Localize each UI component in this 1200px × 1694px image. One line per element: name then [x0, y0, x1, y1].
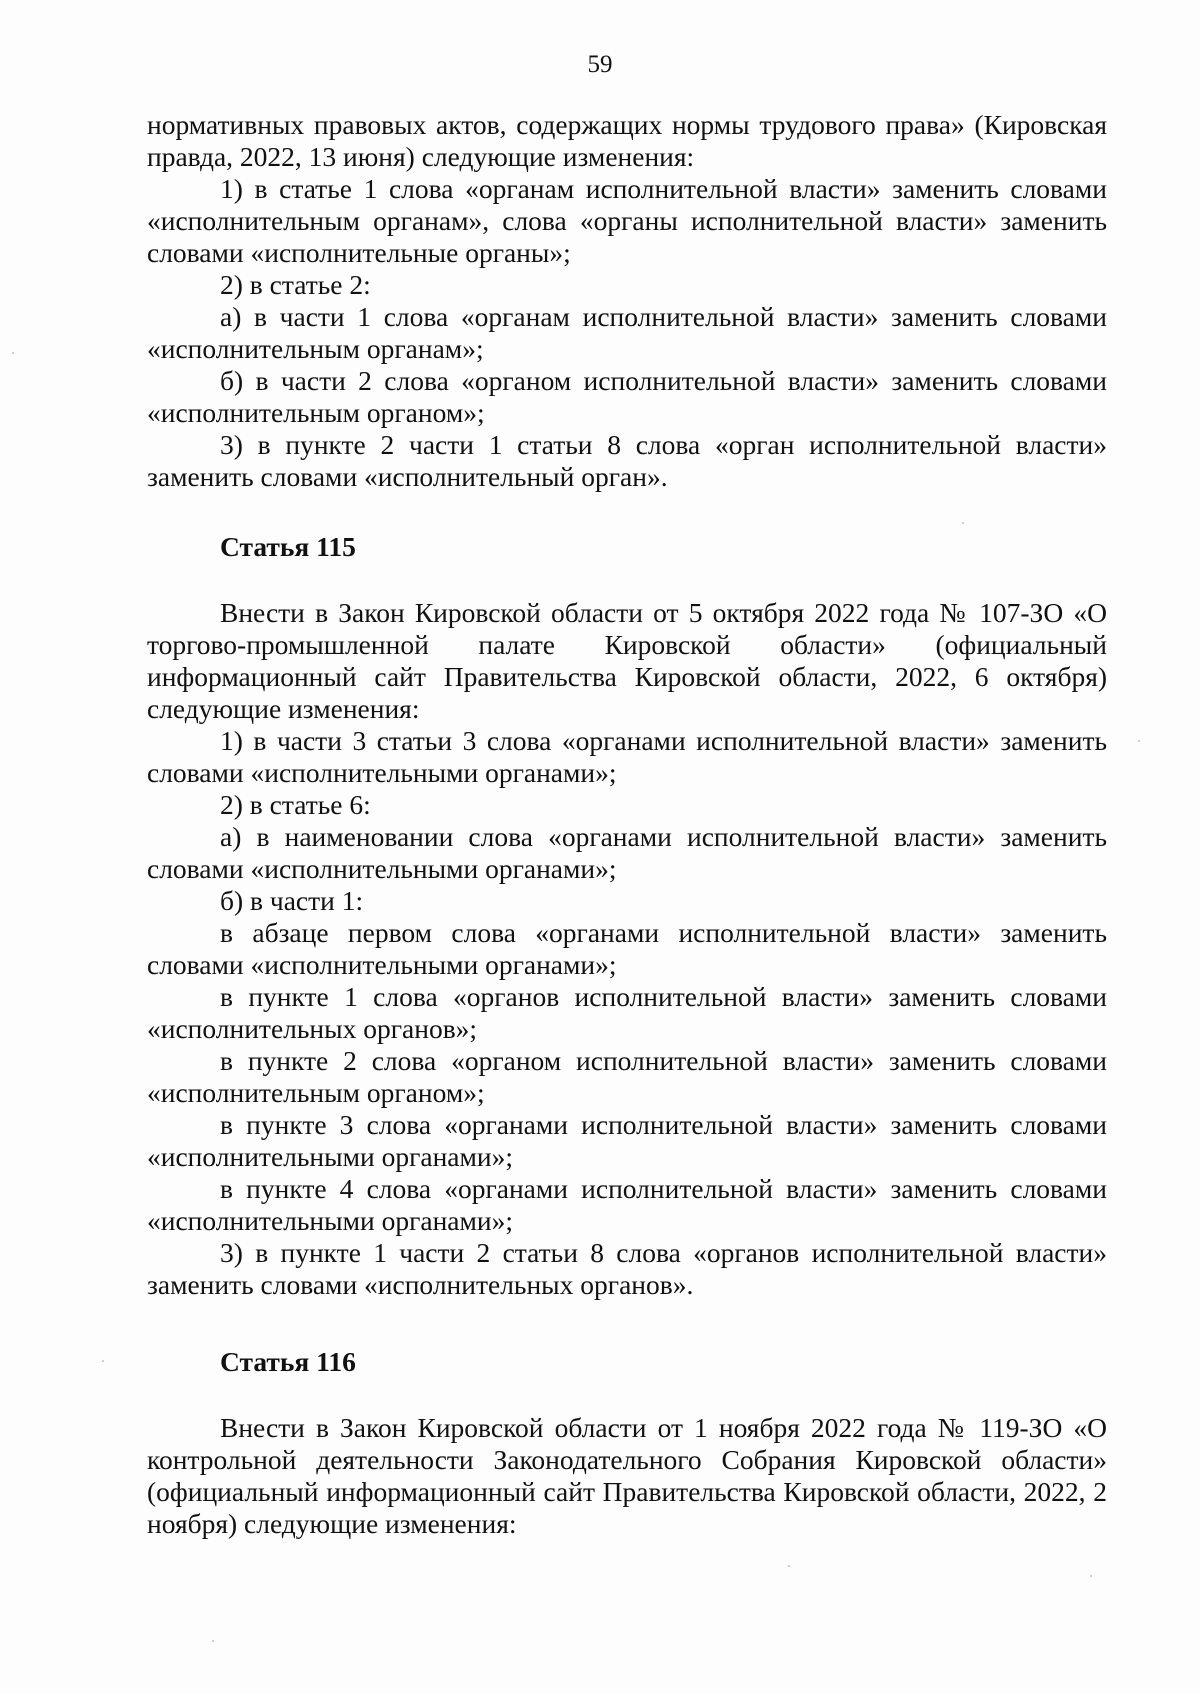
page-number: 59: [587, 51, 613, 78]
scan-speck: [12, 352, 14, 354]
paragraph: 3) в пункте 2 части 1 статьи 8 слова «орган исполнительной власти» заменить словами «исполнительный орган».: [147, 429, 1107, 492]
paragraph: 1) в части 3 статьи 3 слова «органами исполнительной власти» заменить словами «исполнительными органами»;: [147, 725, 1107, 788]
scan-speck: [788, 1565, 790, 1567]
article-heading: Статья 116: [220, 1346, 356, 1377]
scan-speck: [212, 1640, 214, 1642]
paragraph: 2) в статье 6:: [220, 789, 371, 820]
paragraph: 1) в статье 1 слова «органам исполнительной власти» заменить словами «исполнительным органам», слова «органы исполнительной власти» заменить словами «исполнительные органы»;: [147, 173, 1107, 268]
article-heading: Статья 115: [220, 531, 356, 562]
paragraph: а) в наименовании слова «органами исполнительной власти» заменить словами «исполнительными органами»;: [147, 821, 1107, 884]
scan-speck: [1138, 740, 1140, 742]
article-116-body: [147, 1412, 1107, 1540]
paragraph: в пункте 3 слова «органами исполнительной власти» заменить словами «исполнительными органами»;: [147, 1109, 1107, 1172]
paragraph: Внести в Закон Кировской области от 5 октября 2022 года № 107-ЗО «О торгово-промышленной палате Кировской области» (официальный информационный сайт Правительства Кировской области, 2022, 6 октября) следующие изменения:: [147, 597, 1107, 724]
paragraph: в пункте 2 слова «органом исполнительной власти» заменить словами «исполнительным органом»;: [147, 1045, 1107, 1108]
paragraph: в пункте 4 слова «органами исполнительной власти» заменить словами «исполнительными органами»;: [147, 1173, 1107, 1236]
scan-speck: [1090, 1575, 1092, 1577]
paragraph: б) в части 2 слова «органом исполнительной власти» заменить словами «исполнительным органом»;: [147, 365, 1107, 428]
paragraph: 2) в статье 2:: [220, 269, 371, 300]
article-115-body: [147, 597, 1107, 1301]
scan-speck: [102, 1360, 104, 1362]
paragraph: Внести в Закон Кировской области от 1 ноября 2022 года № 119-ЗО «О контрольной деятельности Законодательного Собрания Кировской области» (официальный информационный сайт Правительства Кировской области, 2022, 2 ноября) следующие изменения:: [147, 1412, 1107, 1539]
paragraph: в пункте 1 слова «органов исполнительной власти» заменить словами «исполнительных органов»;: [147, 981, 1107, 1044]
paragraph: б) в части 1:: [220, 885, 364, 916]
paragraph: в абзаце первом слова «органами исполнительной власти» заменить словами «исполнительными органами»;: [147, 917, 1107, 980]
paragraph: а) в части 1 слова «органам исполнительной власти» заменить словами «исполнительным органам»;: [147, 301, 1107, 364]
paragraph: 3) в пункте 1 части 2 статьи 8 слова «органов исполнительной власти» заменить словами «исполнительных органов».: [147, 1237, 1107, 1300]
article-114-continuation: [147, 109, 1107, 493]
scan-speck: [962, 522, 964, 524]
paragraph: нормативных правовых актов, содержащих нормы трудового права» (Кировская правда, 2022, 13 июня) следующие изменения:: [147, 109, 1107, 172]
